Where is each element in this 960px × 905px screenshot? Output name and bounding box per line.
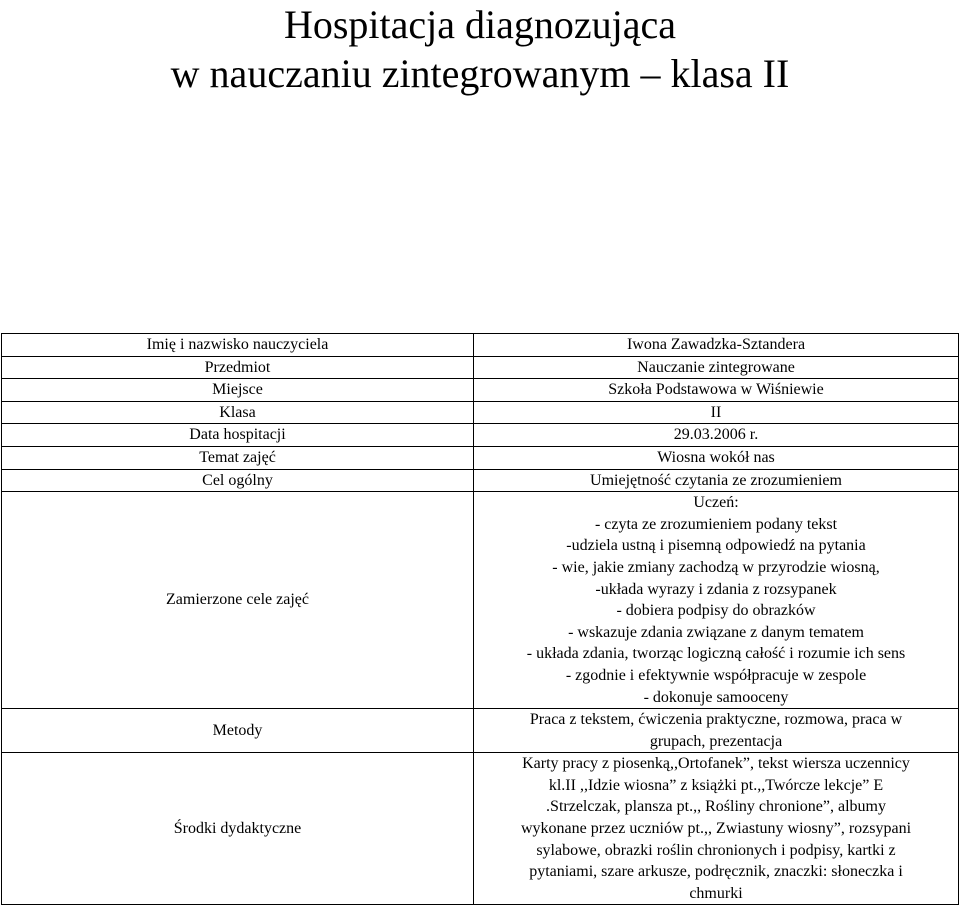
table-row (2, 356, 959, 379)
row-label-methods: Metody (2, 709, 474, 753)
table-row (2, 753, 959, 905)
row-value-class: II (474, 401, 959, 424)
table-row (2, 709, 959, 753)
methods-line: grupach, prezentacja (649, 732, 783, 750)
methods-line: Praca z tekstem, ćwiczenia praktyczne, rozmowa, praca w (529, 711, 903, 729)
goal-line: - dobiera podpisy do obrazków (616, 602, 816, 620)
goal-line: Uczeń: (693, 494, 739, 512)
goal-line: - wie, jakie zmiany zachodzą w przyrodzie wiosną, (552, 558, 880, 576)
aids-line: chmurki (689, 884, 743, 902)
aids-line: kl.II ,,Idzie wiosna” z książki pt.,,Twórcze lekcje” E (548, 776, 884, 794)
row-label-topic: Temat zajęć (2, 446, 474, 469)
goal-line: -układa wyrazy i zdania z rozsypanek (595, 580, 837, 598)
aids-line: sylabowe, obrazki roślin chronionych i podpisy, kartki z (536, 841, 896, 859)
aids-line: pytaniami, szare arkusze, podręcznik, znaczki: słoneczka i (529, 863, 903, 881)
table-row (2, 446, 959, 469)
row-value-aids (474, 753, 959, 905)
goal-line: - wskazuje zdania związane z danym tematem (568, 623, 864, 641)
aids-line: Karty pracy z piosenką,,Ortofanek”, tekst wiersza uczennicy (522, 755, 910, 773)
goal-line: - czyta ze zrozumieniem podany tekst (594, 515, 838, 533)
row-value-methods (474, 709, 959, 753)
title-line-1: Hospitacja diagnozująca (283, 2, 677, 47)
hospitation-info-table (1, 333, 959, 905)
table-row (2, 492, 959, 709)
row-label-goals: Zamierzone cele zajęć (2, 492, 474, 709)
row-label-class: Klasa (2, 401, 474, 424)
row-label-subject: Przedmiot (2, 356, 474, 379)
row-value-topic: Wiosna wokół nas (474, 446, 959, 469)
row-label-teacher: Imię i nazwisko nauczyciela (2, 334, 474, 357)
aids-line: .Strzelczak, plansza pt.,, Rośliny chronione”, albumy (546, 798, 886, 816)
table-row (2, 379, 959, 402)
table-row (2, 424, 959, 447)
goal-line: - zgodnie i efektywnie współpracuje w zespole (565, 666, 867, 684)
row-label-aids: Środki dydaktyczne (2, 753, 474, 905)
row-label-general-goal: Cel ogólny (2, 469, 474, 492)
row-value-place: Szkoła Podstawowa w Wiśniewie (474, 379, 959, 402)
row-value-goals (474, 492, 959, 709)
goal-line: - układa zdania, tworząc logiczną całość i rozumie ich sens (526, 645, 906, 663)
aids-line: wykonane przez uczniów pt.,, Zwiastuny wiosny”, rozsypani (520, 820, 912, 838)
title-line-2: w nauczaniu zintegrowanym – klasa II (170, 51, 790, 96)
row-label-date: Data hospitacji (2, 424, 474, 447)
row-value-date: 29.03.2006 r. (474, 424, 959, 447)
row-label-place: Miejsce (2, 379, 474, 402)
goal-line: - dokonuje samooceny (643, 688, 789, 706)
document-title (0, 0, 960, 98)
row-value-teacher: Iwona Zawadzka-Sztandera (474, 334, 959, 357)
table-row (2, 334, 959, 357)
table-row (2, 401, 959, 424)
row-value-subject: Nauczanie zintegrowane (474, 356, 959, 379)
goal-line: -udziela ustną i pisemną odpowiedź na pytania (566, 537, 866, 555)
row-value-general-goal: Umiejętność czytania ze zrozumieniem (474, 469, 959, 492)
table-row (2, 469, 959, 492)
